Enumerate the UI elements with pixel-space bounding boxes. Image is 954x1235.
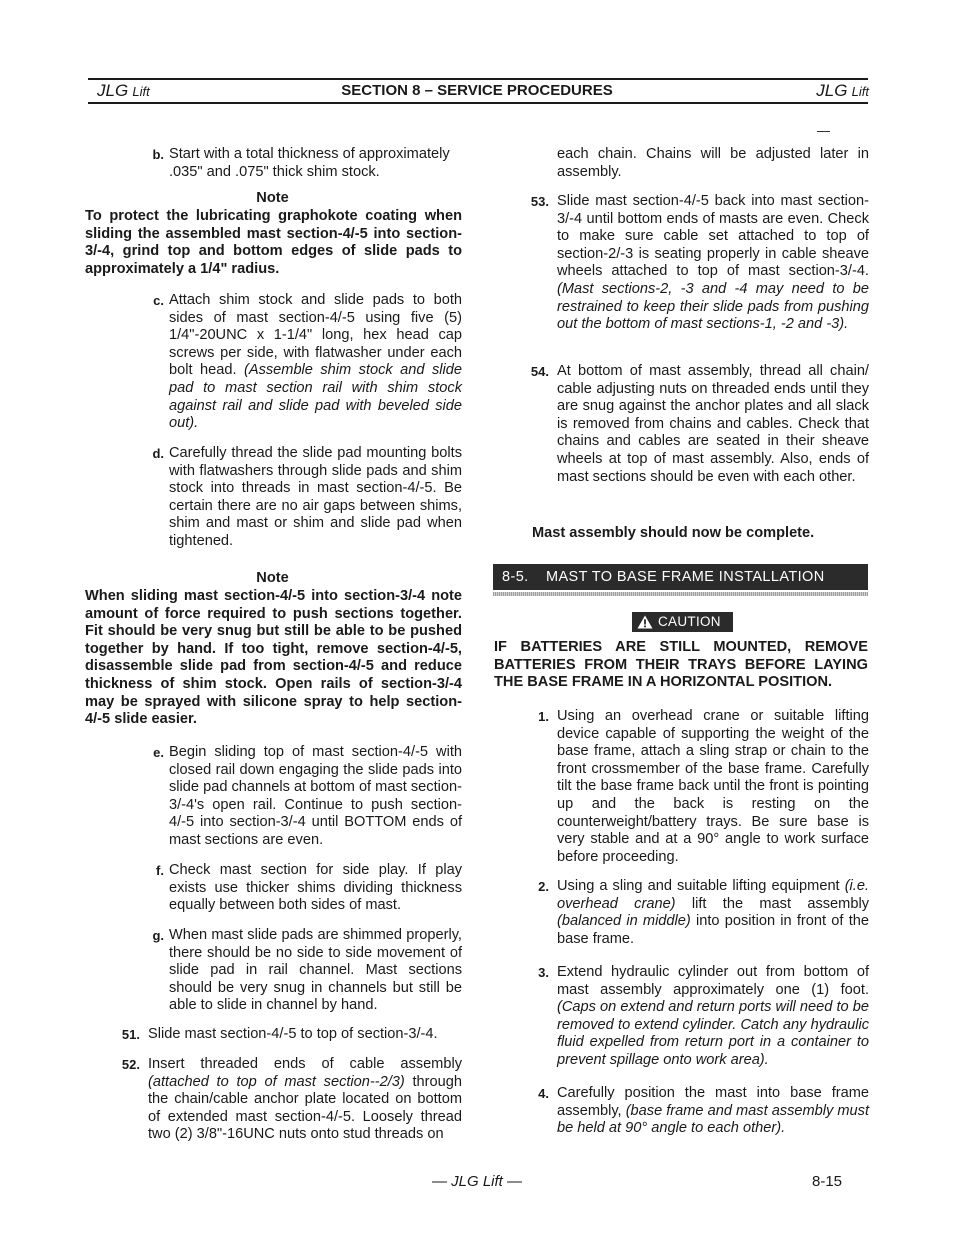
step-text: Slide mast section-4/-5 back into mast section-3/-4 until bottom ends of masts are even. Check to make sure cable set attached to top of section-2/-3 is seating properly in cable sheave wheels attached to top of mast section-3/-4. (Mast sections-2, -3 and -4 may need to be restrained to keep their slide pads from pushing out the bottom of mast sections-1, -2 and -3). [557,193,869,333]
step-marker: e. [153,745,164,760]
step-text: At bottom of mast assembly, thread all chain/ cable adjusting nuts on threaded ends until they are snug against the anchor plates and all slack is removed from chains and cables. Check that chains and cables are seated in their sheave wheels at top of mast assembly. Also, ends of mast sections should be even with each other. [557,363,869,485]
step-marker: 51. [121,1027,140,1042]
caution-text: IF BATTERIES ARE STILL MOUNTED, REMOVE BATTERIES FROM THEIR TRAYS BEFORE LAYING THE BASE FRAME IN A HORIZONTAL POSITION. [494,639,868,691]
note-text: When sliding mast section-4/-5 into section-3/-4 note amount of force required to push sections together. Fit should be very snug but still be able to be pushed together by hand. If too tight, remove section-4/-5, disassemble slide pad from section-4/-5 and reduce thickness of shim stock. Open rails of section-3/-4 may be sprayed with silicone spray to help section-4/-5 slide easier. [85,588,462,728]
step-text: When mast slide pads are shimmed properly, there should be no side to side movement of slide pad in rail channel. Mast sections should be very snug in channels but still be able to slide in channel by hand. [169,927,462,1014]
step-marker: f. [156,863,164,878]
warning-triangle-icon [637,615,653,634]
step-marker: 53. [530,194,549,209]
step-text: Begin sliding top of mast section-4/-5 with closed rail down engaging the slide pads into slide pad channels at bottom of mast section-3/-4's open rail. Continue to push section-4/-5 into section-3/-4 until BOTTOM ends of mast sections are even. [169,744,462,848]
caution-badge [632,612,733,632]
step-text: Insert threaded ends of cable assembly (attached to top of mast section--2/3) through the chain/cable anchor plate located on bottom of extended mast section-4/-5. Loosely thread two (2) 3/8"-16UNC nuts onto stud threads on [148,1056,462,1143]
step-marker: c. [153,293,164,308]
step-text: Carefully thread the slide pad mounting bolts with flatwashers through slide pads and shim stock into threads in mast section-4/-5. Be certain there are no air gaps between shims, shim and mast or shim and slide pad when tightened. [169,445,462,549]
step-marker: 3. [538,965,549,980]
completion-statement: Mast assembly should now be complete. [532,525,815,541]
step-marker: 54. [530,364,549,379]
header-rule-top [88,78,868,80]
step-text: Carefully position the mast into base frame assembly, (base frame and mast assembly must be held at 90° angle to each other). [557,1085,870,1137]
header-brand-right: JLG Lift [816,81,869,100]
section-heading: MAST TO BASE FRAME INSTALLATION [546,569,825,585]
step-text: Start with a total thickness of approximately .035" and .075" thick shim stock. [169,146,450,180]
header-rule-bottom [88,102,868,104]
step-text: Using a sling and suitable lifting equipment (i.e. overhead crane) lift the mast assembly (balanced in middle) into position in front of the base frame. [557,878,870,947]
step-marker: g. [152,928,164,943]
step-marker: 4. [538,1086,549,1101]
note-heading: Note [256,570,289,586]
section-rule [493,592,868,596]
section-title: SECTION 8 – SERVICE PROCEDURES [341,82,613,99]
step-marker: 1. [538,709,549,724]
step-text: Check mast section for side play. If play exists use thicker shims dividing thickness equally between both sides of mast. [169,862,462,914]
header-brand-left: JLG Lift [97,81,150,100]
caution-label: CAUTION [658,614,721,629]
step-text: Using an overhead crane or suitable lifting device capable of supporting the weight of the base frame, attach a sling strap or chain to the front crossmember of the base frame. Carefully tilt the base frame back until the front is pointing up and the back is resting on the counterweight/battery trays. Be sure base is very stable and at a 90° angle to work surface before proceeding. [557,708,869,865]
footer-brand: — JLG Lift — [431,1173,523,1190]
step-text: Extend hydraulic cylinder out from bottom of mast assembly approximately one (1) foot. (Caps on extend and return ports will need to be removed to extend cylinder. Catch any hydraulic fluid expelled from return port in a container to prevent spillage onto work area). [557,964,869,1068]
note-text: To protect the lubricating graphokote coating when sliding the assembled mast section-4/-5 into section-3/-4, grind top and bottom edges of slide pads to approximately a 1/4" radius. [85,208,462,277]
section-number: 8-5. [502,569,529,585]
step-text: Attach shim stock and slide pads to both sides of mast section-4/-5 using five (5) 1/4"-20UNC x 1-1/4" long, hex head cap screws per side, with flatwasher under each bolt head. (Assemble shim stock and slide pad to mast section rail with shim stock against rail and slide pad with beveled side out). [169,292,462,432]
section-heading-bar [493,564,868,590]
step-marker: 52. [121,1057,140,1072]
step-text: Slide mast section-4/-5 to top of section-3/-4. [148,1026,438,1042]
margin-dash [817,131,830,132]
page-number: 8-15 [812,1173,843,1190]
step-marker: d. [152,446,164,461]
step-text: each chain. Chains will be adjusted later in assembly. [557,146,869,180]
step-marker: 2. [538,879,549,894]
step-marker: b. [152,147,164,162]
note-heading: Note [256,190,289,206]
